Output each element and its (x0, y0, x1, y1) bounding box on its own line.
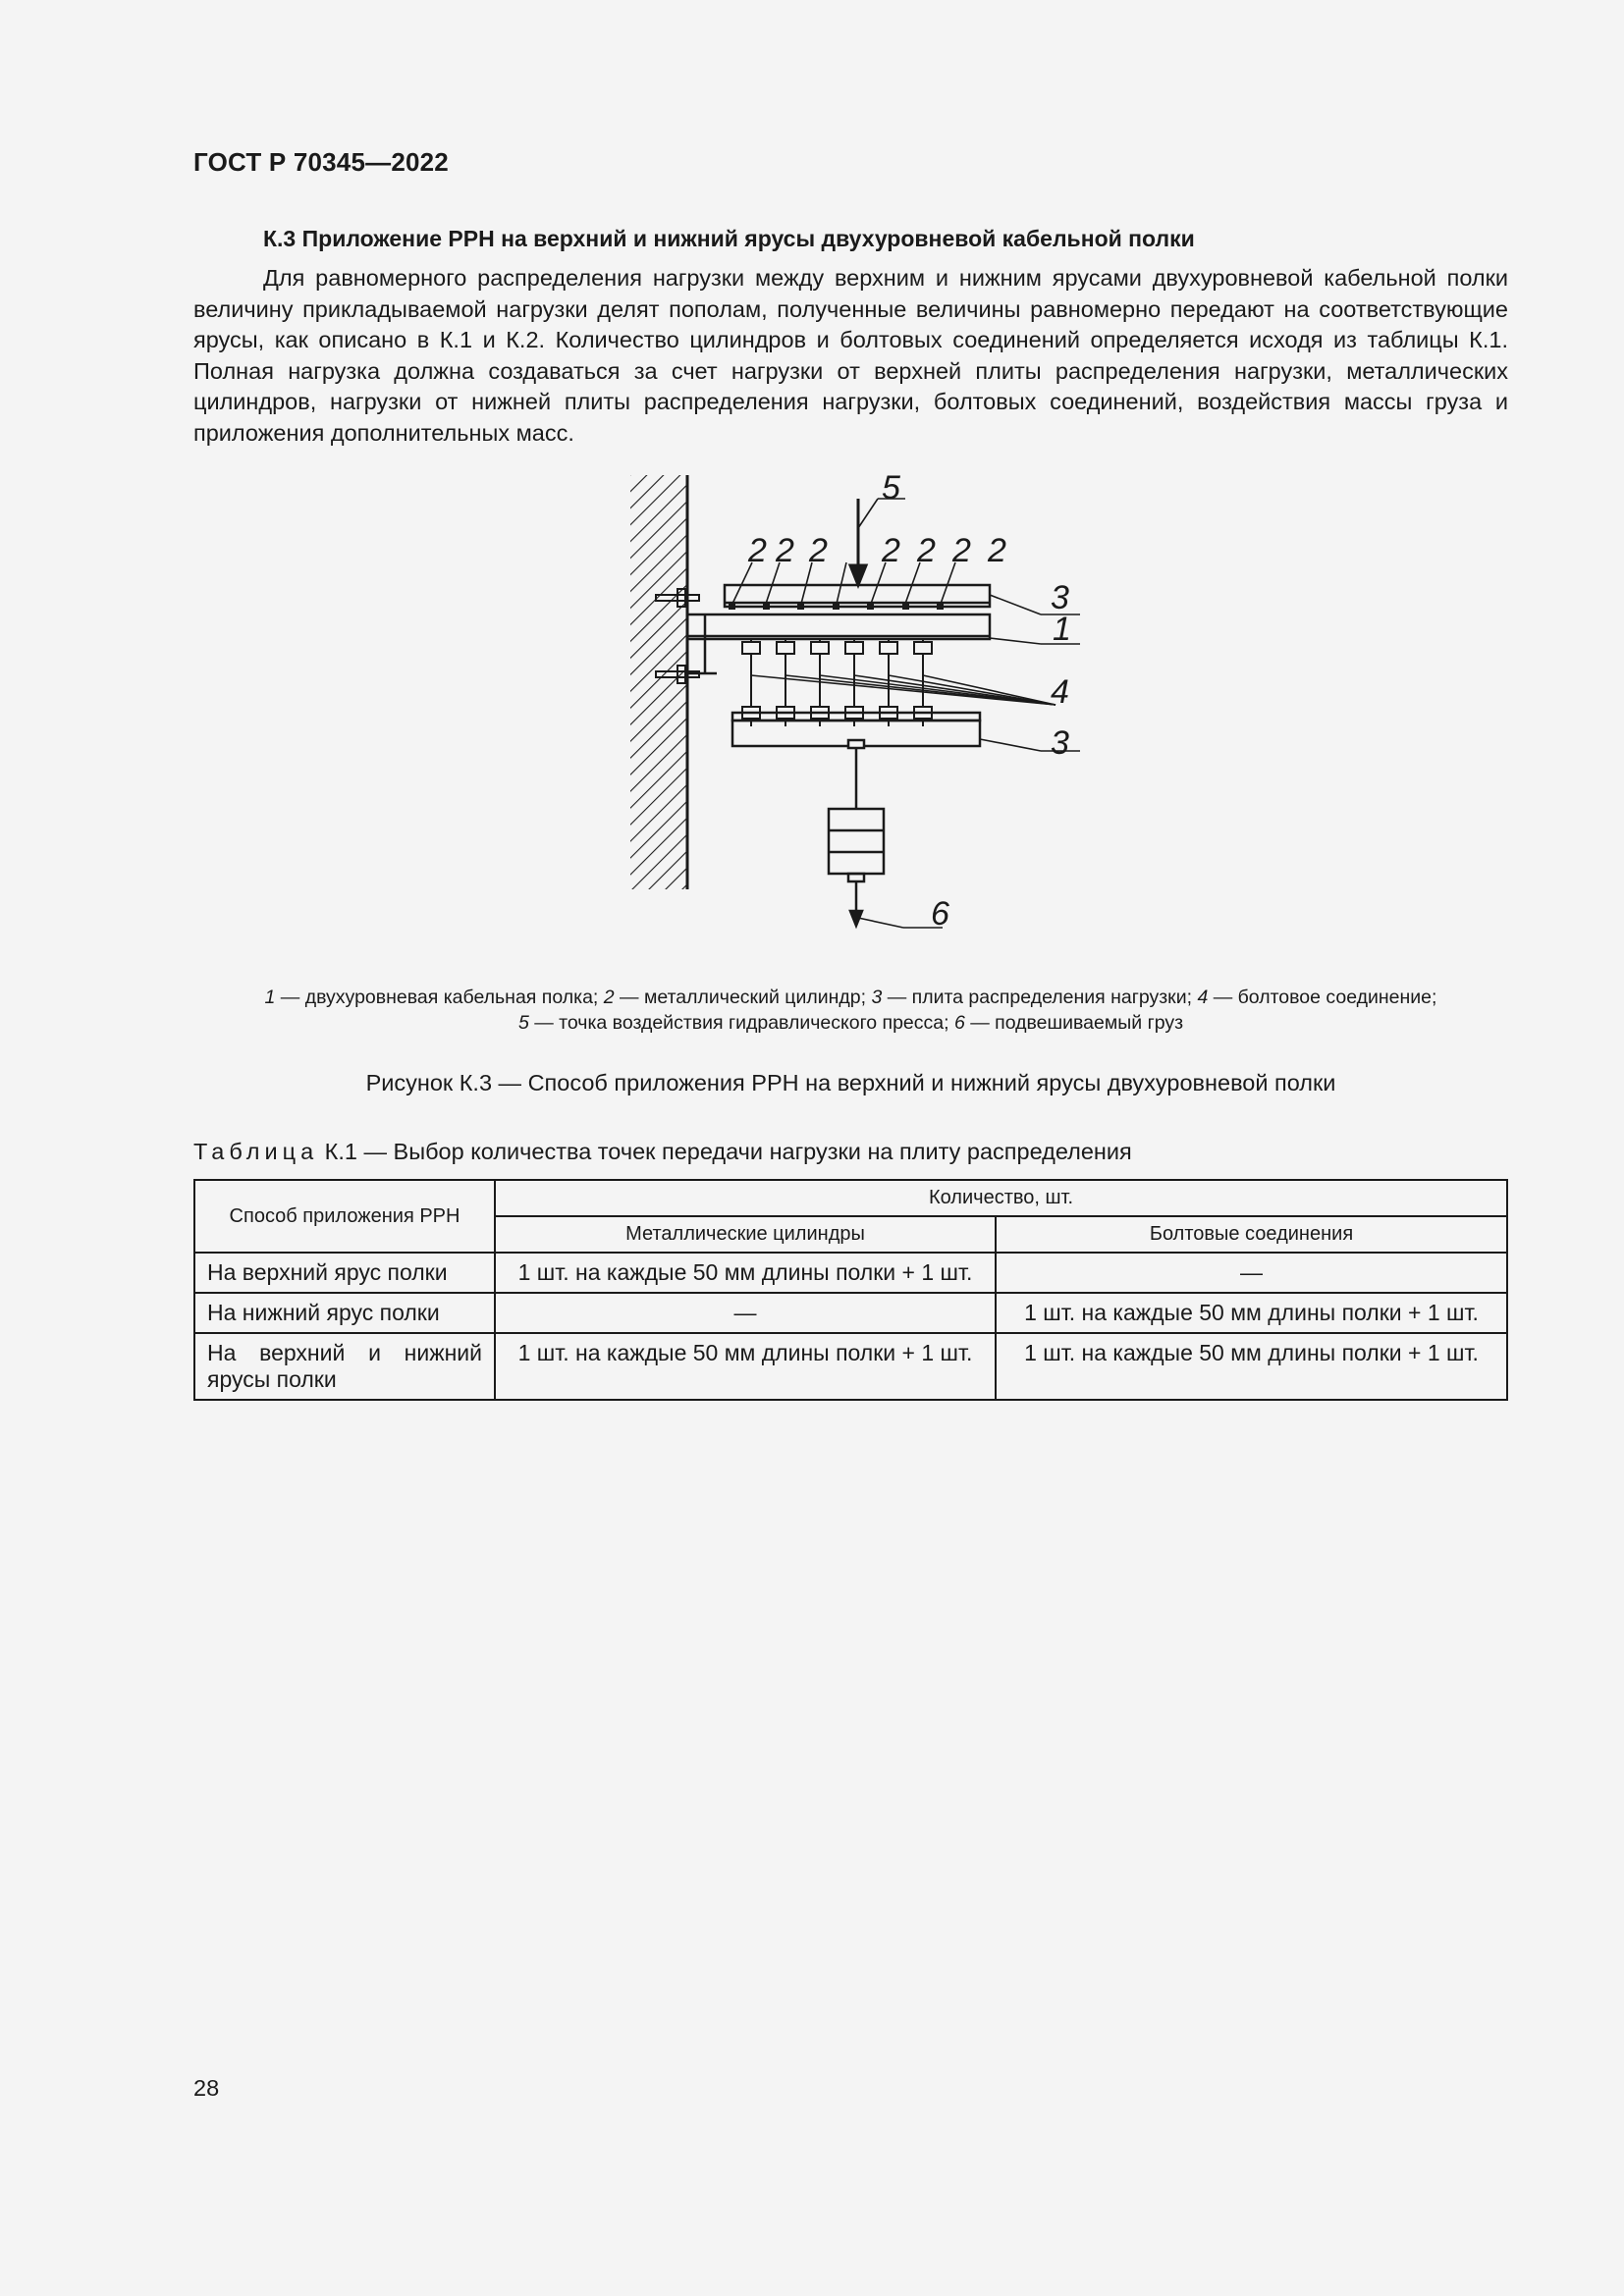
cell-cylinders: — (495, 1293, 996, 1333)
callout-2: 2 (882, 532, 900, 569)
data-table (193, 1179, 1508, 1401)
legend-line (193, 1010, 1508, 1036)
callout-3: 3 (1051, 724, 1069, 762)
legend-number: 4 (1197, 987, 1209, 1008)
table-title (193, 1139, 1132, 1165)
cell-method: На верхний и нижний ярусы полки (194, 1333, 495, 1400)
header-cylinders: Металлические цилиндры (495, 1216, 996, 1253)
callout-2: 2 (776, 532, 794, 569)
legend-number: 5 (517, 1012, 529, 1034)
legend-text: — металлический цилиндр; (614, 987, 872, 1008)
callout-1: 1 (1053, 611, 1071, 648)
legend-text: — двухуровневая кабельная полка; (275, 987, 604, 1008)
callout-3: 3 (1051, 579, 1069, 616)
legend-number: 6 (953, 1012, 965, 1034)
callout-2: 2 (988, 532, 1006, 569)
table-title-text: К.1 — Выбор количества точек передачи нагрузки на плиту распределения (318, 1139, 1132, 1164)
legend-number: 1 (264, 987, 276, 1008)
cell-bolts: 1 шт. на каждые 50 мм длины полки + 1 шт. (996, 1333, 1507, 1400)
cell-bolts: — (996, 1253, 1507, 1293)
legend-text: — точка воздействия гидравлического пресса; (528, 1012, 954, 1034)
figure-k3-diagram (619, 469, 1090, 960)
cell-bolts: 1 шт. на каждые 50 мм длины полки + 1 шт. (996, 1293, 1507, 1333)
section-paragraph: Для равномерного распределения нагрузки между верхним и нижним ярусами двухуровневой кабельной полки величину прикладываемой нагрузки делят пополам, полученные величины равномерно передают на соответствующие ярусы, как описано в К.1 и К.2. Количество цилиндров и болтовых соединений определяется исходя из таблицы К.1. Полная нагрузка должна создаваться за счет нагрузки от верхней плиты распределения нагрузки, металлических цилиндров, нагрузки от нижней плиты распределения нагрузки, болтовых соединений, воздействия массы груза и приложения дополнительных масс. (193, 265, 1508, 446)
callout-2: 2 (809, 532, 828, 569)
callout-4: 4 (1051, 673, 1069, 711)
legend-number: 3 (871, 987, 883, 1008)
header-method: Способ приложения РРН (194, 1180, 495, 1253)
callout-5: 5 (882, 469, 900, 507)
table-row (194, 1253, 1507, 1293)
cell-cylinders: 1 шт. на каждые 50 мм длины полки + 1 шт. (495, 1253, 996, 1293)
legend-line (193, 985, 1508, 1010)
callout-6: 6 (931, 895, 949, 933)
legend-text: — плита распределения нагрузки; (882, 987, 1198, 1008)
legend-text: — болтовое соединение; (1208, 987, 1437, 1008)
figure-caption: Рисунок К.3 — Способ приложения РРН на верхний и нижний ярусы двухуровневой полки (365, 1070, 1336, 1095)
cell-method: На нижний ярус полки (194, 1293, 495, 1333)
legend-text: — подвешиваемый груз (964, 1012, 1184, 1034)
figure-legend (193, 985, 1508, 1036)
page-number: 28 (193, 2075, 220, 2101)
press-force-arrow (850, 499, 866, 585)
cable-shelf (687, 614, 990, 673)
table-header-row (194, 1180, 1507, 1216)
cell-method: На верхний ярус полки (194, 1253, 495, 1293)
section-title: К.3 Приложение РРН на верхний и нижний ярусы двухуровневой кабельной полки (263, 226, 1195, 251)
callout-2: 2 (952, 532, 971, 569)
upper-load-distribution-plate (725, 585, 990, 607)
cell-cylinders: 1 шт. на каждые 50 мм длины полки + 1 шт. (495, 1333, 996, 1400)
legend-number: 2 (603, 987, 615, 1008)
table-label: Таблица (193, 1139, 319, 1164)
header-bolts: Болтовые соединения (996, 1216, 1507, 1253)
table-row (194, 1293, 1507, 1333)
table-row (194, 1333, 1507, 1400)
document-code-header: ГОСТ Р 70345—2022 (193, 147, 449, 177)
callout-2: 2 (748, 532, 767, 569)
callout-2: 2 (917, 532, 936, 569)
header-quantity: Количество, шт. (495, 1180, 1507, 1216)
suspended-weight (829, 740, 884, 926)
